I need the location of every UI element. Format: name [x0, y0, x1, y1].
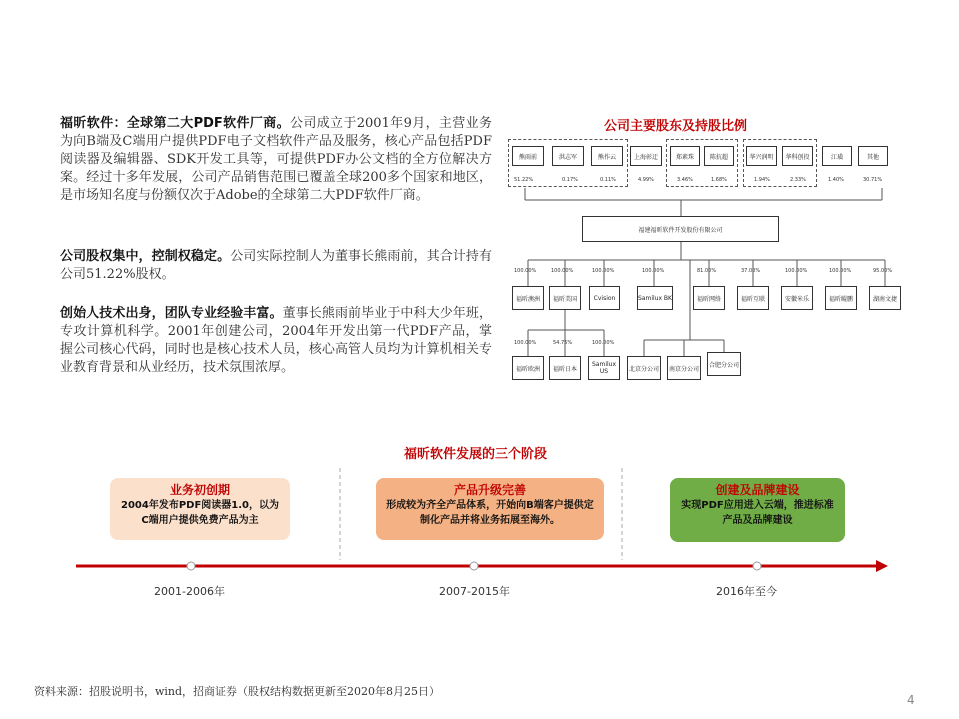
stage-3-title: 创建及品牌建设: [715, 483, 800, 497]
level3-box: Samilux US: [588, 356, 620, 380]
subsidiary-box: 福昕美国: [549, 286, 581, 310]
subsidiary-pct: 95.00%: [873, 268, 893, 274]
subsidiary-pct: 37.00%: [741, 268, 761, 274]
level3-box: 福昕欧洲: [512, 356, 544, 380]
subsidiary-pct: 100.00%: [514, 268, 537, 274]
subsidiary-pct: 100.00%: [592, 268, 615, 274]
stage-3-years: 2016年至今: [716, 585, 777, 598]
timeline-marker-3: [753, 562, 761, 570]
intro-p1-body: 公司成立于2001年9月，主营业务为向B端及C端用户提供PDF电子文档软件产品及服务，核心产品包括PDF阅读器及编辑器、SDK开发工具等，可提供PDF办公文档的全方位解决方案。经过十多年发展，公司产品销售范围已覆盖全球200多个国家和地区，是市场知名度与份额仅次于Adobe的全球第二大PDF软件厂商。: [60, 116, 493, 203]
shareholder-pct: 4.99%: [638, 177, 654, 183]
stage-1-title: 业务初创期: [169, 483, 230, 497]
shareholder-pct: 2.33%: [790, 177, 806, 183]
subsidiary-pct: 81.00%: [697, 268, 717, 274]
shareholder-pct: 0.17%: [562, 177, 578, 183]
subsidiary-box: 安徽米乐: [781, 286, 813, 310]
subsidiary-pct: 100.00%: [551, 268, 574, 274]
shareholder-box: 熊雨前: [512, 146, 544, 166]
shareholder-pct: 51.22%: [514, 177, 534, 183]
level3-pct: 100.00%: [514, 340, 537, 346]
stage-card-3: [670, 478, 845, 542]
subsidiary-box: 福昕互联: [737, 286, 769, 310]
shareholder-box: 上海彰迂: [630, 146, 662, 166]
shareholder-pct: 3.46%: [677, 177, 693, 183]
subsidiary-box: Samilux BK: [637, 286, 673, 310]
shareholder-box: 郑素珠: [670, 146, 700, 166]
level3-box: 福昕日本: [549, 356, 581, 380]
shareholder-pct: 1.94%: [754, 177, 770, 183]
intro-p3-heading: 创始人技术出身，团队专业经验丰富。: [60, 306, 283, 321]
shareholder-box: 洪志军: [552, 146, 584, 166]
timeline-title: 福昕软件发展的三个阶段: [404, 447, 548, 462]
branch-box: 南京分公司: [667, 356, 701, 380]
shareholder-pct: 30.71%: [863, 177, 883, 183]
shareholder-box: 熊作云: [591, 146, 623, 166]
company-box: 福建福昕软件开发股份有限公司: [582, 216, 779, 242]
intro-p3-body: 董事长熊雨前毕业于中科大少年班，专攻计算机科学。2001年创建公司，2004年开发出第一代PDF产品，掌握公司核心代码，同时也是核心技术人员，核心高管人员均为计算机相关专业教育背景和从业经历，技术氛围浓厚。: [60, 306, 492, 375]
intro-p2-body: 公司实际控制人为董事长熊雨前，其合计持有公司51.22%股权。: [60, 249, 492, 282]
subsidiary-box: 福昕澳洲: [512, 286, 544, 310]
subsidiary-pct: 100.00%: [785, 268, 808, 274]
org-chart-title: 公司主要股东及持股比例: [604, 119, 748, 134]
subsidiary-pct: 100.00%: [829, 268, 852, 274]
stage-card-1: [110, 478, 290, 540]
stage-3-body: 实现PDF应用进入云端，推进标准产品及品牌建设: [681, 500, 834, 526]
shareholder-pct: 1.68%: [711, 177, 727, 183]
timeline-marker-2: [470, 562, 478, 570]
branch-box: 北京分公司: [627, 356, 661, 380]
level3-pct: 100.00%: [592, 340, 615, 346]
shareholder-box: 其他: [858, 146, 888, 166]
stage-2-body: 形成较为齐全产品体系，开始向B端客户提供定制化产品并将业务拓展至海外。: [386, 500, 594, 526]
shareholder-box: 江璜: [822, 146, 852, 166]
timeline-marker-1: [187, 562, 195, 570]
subsidiary-box: 福昕网络: [693, 286, 725, 310]
shareholder-pct: 0.11%: [600, 177, 616, 183]
intro-p1-heading: 福昕软件：全球第二大PDF软件厂商。: [60, 116, 290, 131]
shareholder-box: 华兴润明: [746, 146, 777, 166]
stage-1-body: 2004年发布PDF阅读器1.0，以为C端用户提供免费产品为主: [120, 500, 279, 526]
branch-box: 合肥分公司: [707, 352, 741, 376]
stage-card-2: [376, 478, 604, 540]
stage-1-years: 2001-2006年: [154, 585, 225, 598]
subsidiary-box: 福昕鲲鹏: [825, 286, 857, 310]
subsidiary-box: 湖南文捷: [869, 286, 901, 310]
intro-p2-heading: 公司股权集中，控制权稳定。: [60, 249, 231, 264]
stage-2-years: 2007-2015年: [439, 585, 510, 598]
subsidiary-box: Cvision: [589, 286, 620, 310]
shareholder-box: 陈抗超: [704, 146, 734, 166]
shareholder-pct: 1.40%: [828, 177, 844, 183]
page-number: 4: [907, 693, 915, 707]
level3-pct: 54.75%: [553, 340, 573, 346]
shareholder-box: 华科创投: [782, 146, 813, 166]
stage-2-title: 产品升级完善: [453, 483, 526, 497]
source-note: 资料来源：招股说明书，wind，招商证券（股权结构数据更新至2020年8月25日）: [34, 685, 441, 698]
subsidiary-pct: 100.00%: [642, 268, 665, 274]
timeline-arrowhead: [876, 560, 888, 572]
